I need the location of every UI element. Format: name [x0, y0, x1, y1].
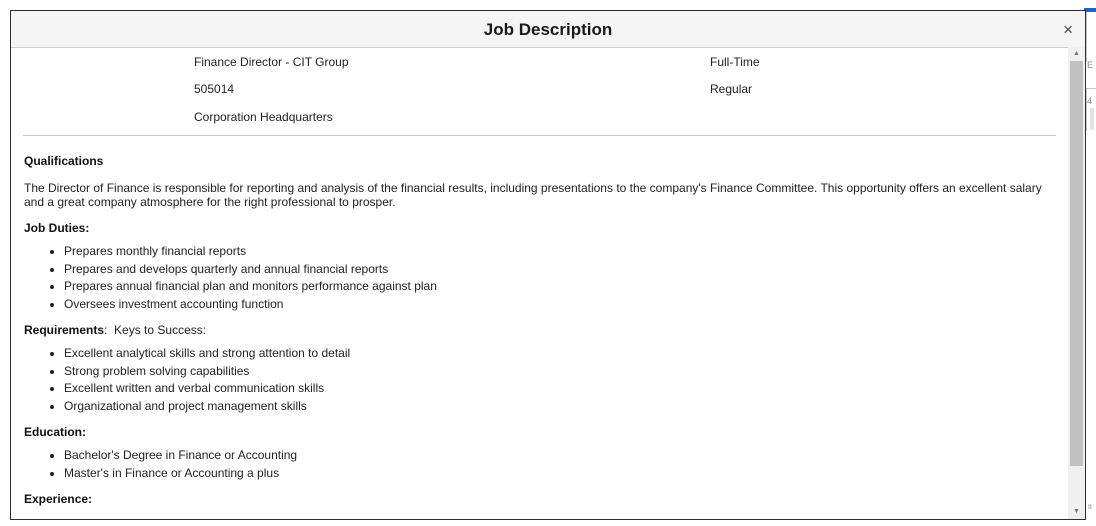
scroll-down-arrow-icon[interactable]: ▼	[1073, 508, 1080, 515]
full-part-time-value: Full-Time	[710, 55, 760, 69]
background-panel-edge	[1086, 12, 1096, 62]
list-item: • Oversees investment accounting function	[64, 296, 1058, 314]
requirements-heading: Requirements	[24, 323, 105, 337]
close-icon[interactable]: ×	[1063, 20, 1073, 39]
list-item: • Master's in Finance or Accounting a plus	[64, 465, 1058, 483]
education-list	[24, 447, 1058, 482]
list-item: • Prepares and develops quarterly and annual financial reports	[64, 261, 1058, 279]
job-title-value: Finance Director - CIT Group	[194, 55, 349, 69]
background-text-fragment: It	[1088, 504, 1092, 511]
education-heading: Education:	[24, 425, 86, 439]
requirements-line	[24, 323, 1058, 337]
list-item: • Prepares monthly financial reports	[64, 243, 1058, 261]
job-description-dialog	[10, 10, 1086, 520]
section-divider	[23, 135, 1056, 136]
list-item: • Prepares annual financial plan and monitors performance against plan	[64, 278, 1058, 296]
reg-temp-value: Regular	[710, 82, 753, 96]
qualifications-heading: Qualifications	[24, 154, 104, 168]
scroll-up-arrow-icon[interactable]: ▲	[1073, 50, 1080, 57]
requirements-subheading: : Keys to Success:	[104, 323, 207, 337]
experience-heading: Experience:	[24, 492, 93, 506]
list-item: • Organizational and project management skills	[64, 398, 1058, 416]
job-duties-heading: Job Duties:	[24, 221, 90, 235]
list-item: • Excellent analytical skills and strong attention to detail	[64, 345, 1058, 363]
dialog-body	[11, 47, 1068, 519]
job-description-content	[24, 144, 1058, 506]
list-item: • Bachelor's Degree in Finance or Accounting	[64, 447, 1058, 465]
dialog-title: Job Description	[483, 20, 613, 39]
job-id-value: 505014	[194, 82, 235, 96]
background-panel-block	[1090, 108, 1094, 130]
list-item: • Excellent written and verbal communication skills	[64, 380, 1058, 398]
scrollbar-thumb[interactable]	[1070, 61, 1083, 466]
vertical-scrollbar[interactable]	[1068, 47, 1085, 519]
qualifications-paragraph: The Director of Finance is responsible for reporting and analysis of the financial results, including presentations to the company's Finance Committee. This opportunity offers an excellent salary and a great company atmosphere for the right professional to prosper.	[24, 181, 1042, 209]
job-duties-list	[24, 243, 1058, 313]
dialog-header	[11, 11, 1085, 48]
list-item: • Strong problem solving capabilities	[64, 363, 1058, 381]
location-value: Corporation Headquarters	[194, 110, 333, 124]
background-text-fragment: E	[1087, 60, 1094, 70]
background-text-fragment: 4	[1087, 96, 1093, 106]
requirements-list	[24, 345, 1058, 415]
